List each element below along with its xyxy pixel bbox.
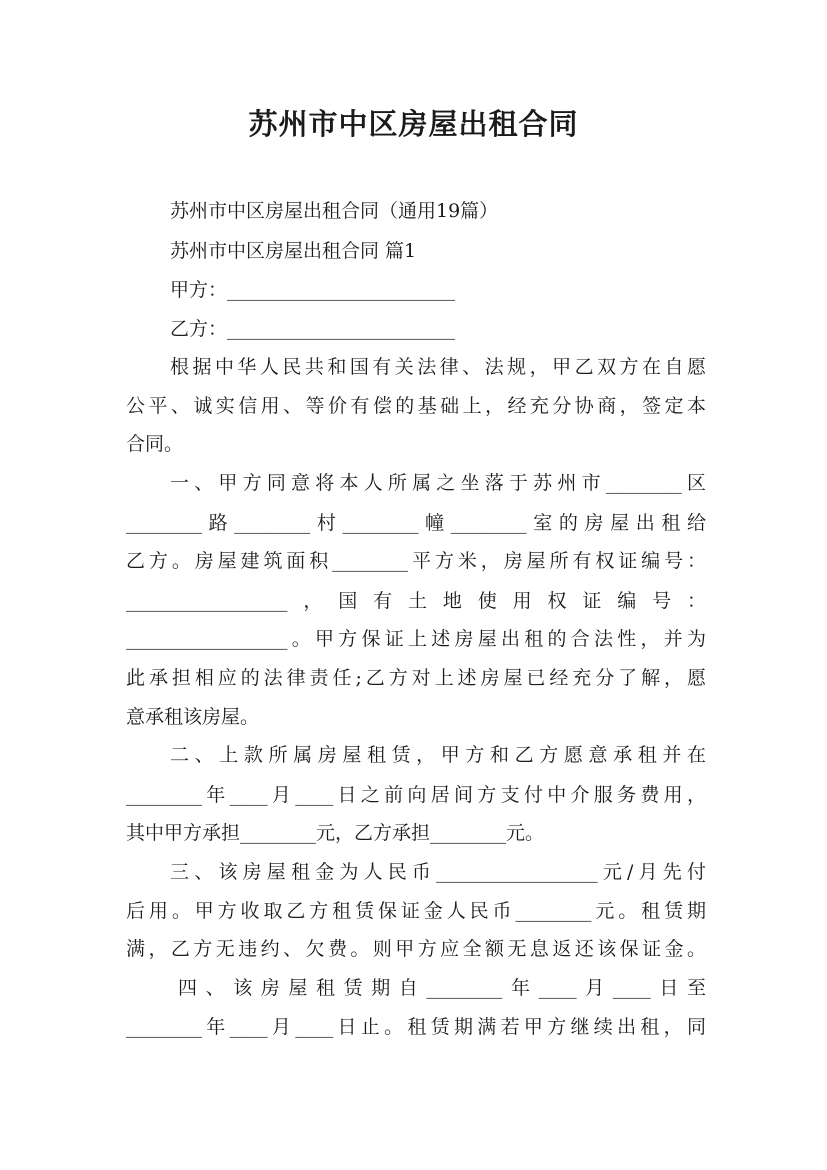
clause-1-line: 意承租该房屋。 [126,706,260,728]
clause-1-line: ________路________村________幢________室的房屋出租给 [126,512,706,534]
clause-3-line: 后用。甲方收取乙方租赁保证金人民币________元。租赁期 [126,900,706,922]
paragraph-line: 根据中华人民共和国有关法律、法规，甲乙双方在自愿 [170,356,706,378]
section-heading: 苏州市中区房屋出租合同 篇1 [170,240,417,262]
clause-4-line: ________年____月____日止。租赁期满若甲方继续出租，同 [126,1016,706,1038]
clause-2-line: ________年____月____日之前向居间方支付中介服务费用， [126,784,706,806]
clause-3-line: 三、该房屋租金为人民币_________________元/月先付 [170,861,706,883]
clause-1-line: 乙方。房屋建筑面积________平方米，房屋所有权证编号： [126,550,706,572]
clause-2-line: 其中甲方承担________元，乙方承担________元。 [126,822,545,844]
clause-1-line: _________________，国有土地使用权证编号： [126,590,706,612]
clause-1-line: _________________。甲方保证上述房屋出租的合法性，并为 [126,628,706,650]
document-title: 苏州市中区房屋出租合同 [248,107,579,141]
clause-4-line: 四、该房屋租赁期自________年____月____日至 [178,977,706,999]
party-b-line: 乙方：________________________ [170,318,456,340]
party-a-line: 甲方：________________________ [170,279,456,301]
clause-2-line: 二、上款所属房屋租赁，甲方和乙方愿意承租并在 [170,744,706,766]
clause-1-line: 一、甲方同意将本人所属之坐落于苏州市________区 [170,472,706,494]
clause-1-line: 此承担相应的法律责任;乙方对上述房屋已经充分了解，愿 [126,667,706,689]
paragraph-line: 合同。 [126,433,184,455]
subtitle-line: 苏州市中区房屋出租合同（通用19篇） [170,200,499,222]
paragraph-line: 公平、诚实信用、等价有偿的基础上，经充分协商，签定本 [126,395,706,417]
clause-3-line: 满，乙方无违约、欠费。则甲方应全额无息返还该保证金。 [126,938,706,960]
